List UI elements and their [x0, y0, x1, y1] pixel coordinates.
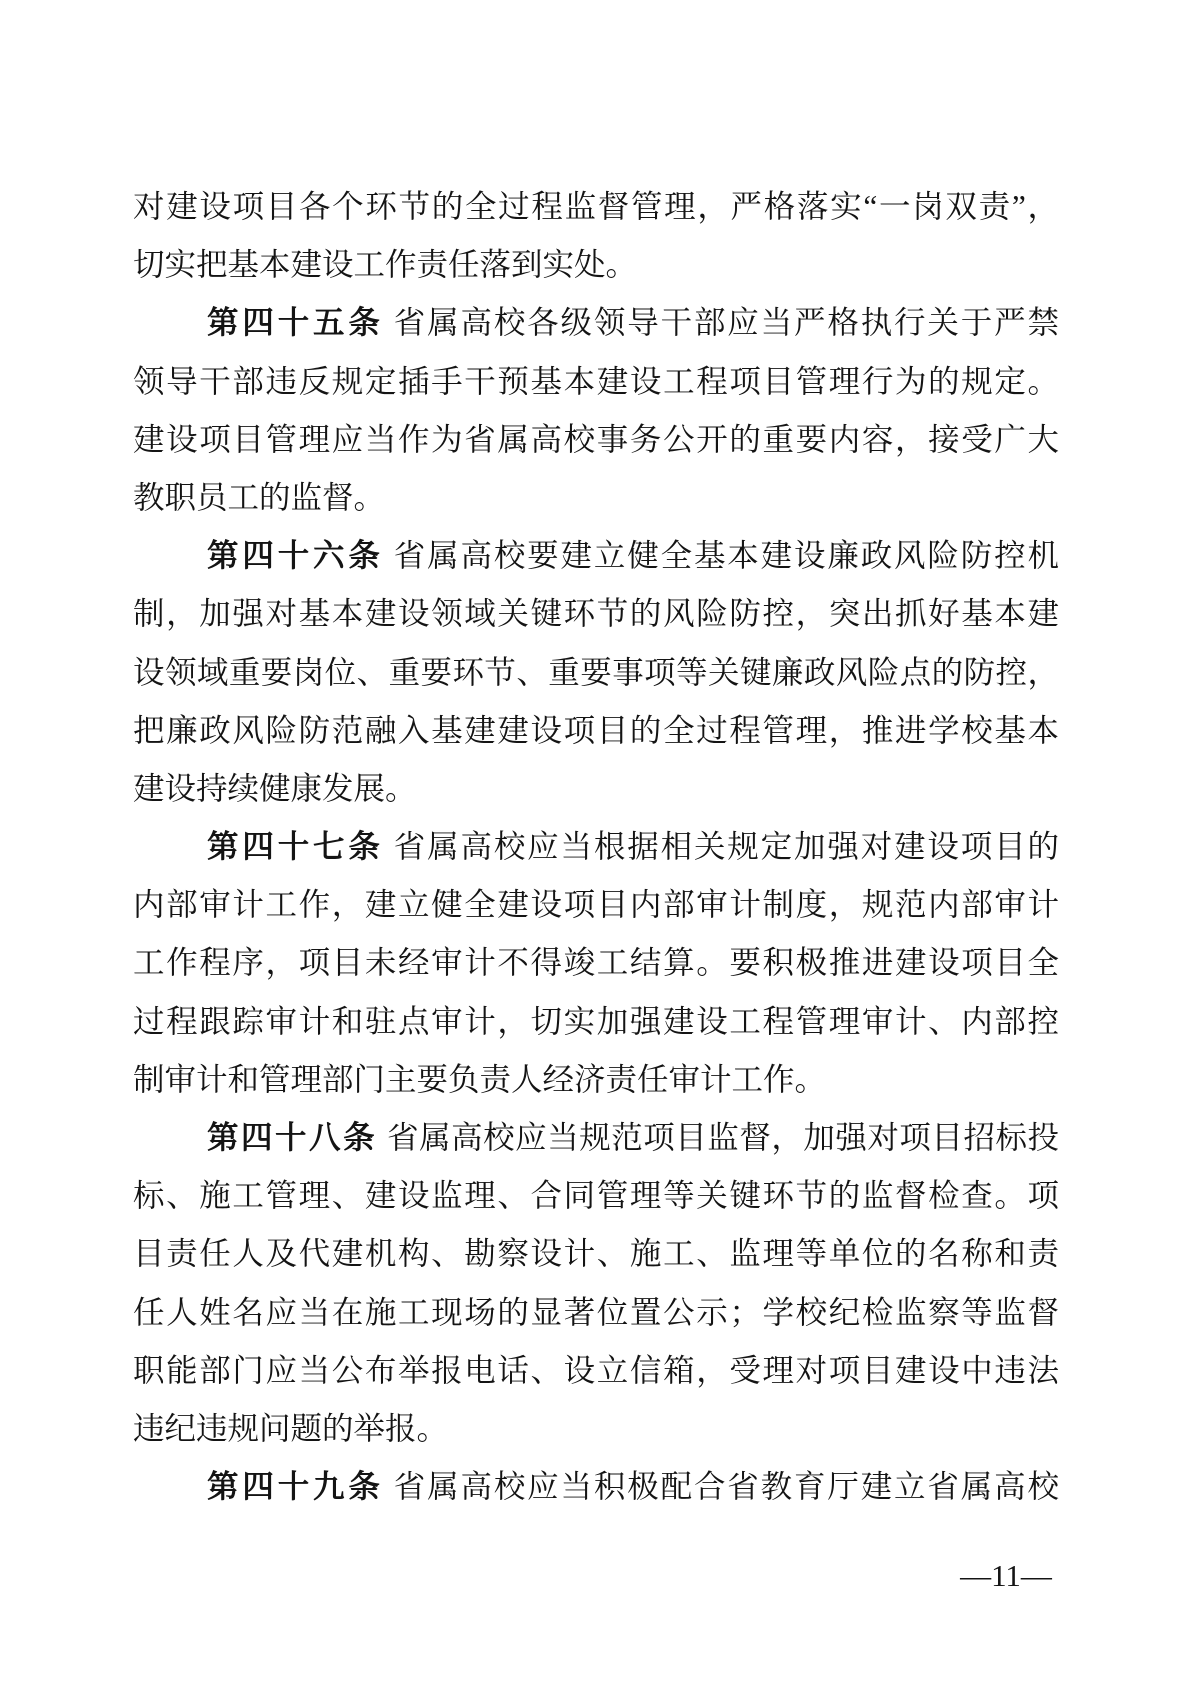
text-line [133, 527, 1059, 585]
line-text: 省属高校应当根据相关规定加强对建设项目的 [393, 829, 1059, 865]
line-text: 制审计和管理部门主要负责人经济责任审计工作。 [133, 1061, 827, 1097]
text-line [133, 1400, 1059, 1458]
text-line [133, 469, 1059, 527]
text-line [133, 934, 1059, 992]
line-text: 省属高校应当规范项目监督，加强对项目招标投 [387, 1120, 1059, 1155]
article-number: 第四十九条 [207, 1469, 384, 1505]
text-line [133, 1284, 1059, 1342]
article-number: 第四十五条 [207, 305, 384, 341]
line-text: 把廉政风险防范融入基建建设项目的全过程管理，推进学校基本 [133, 712, 1059, 748]
line-text: 教职员工的监督。 [133, 479, 386, 515]
line-text: 过程跟踪审计和驻点审计，切实加强建设工程管理审计、内部控 [133, 1003, 1059, 1039]
article-number: 第四十七条 [207, 829, 384, 865]
text-line [133, 760, 1059, 818]
text-line [133, 1342, 1059, 1400]
text-line [133, 294, 1059, 352]
text-line [133, 411, 1059, 469]
line-text: 省属高校各级领导干部应当严格执行关于严禁 [393, 305, 1059, 341]
line-text: 标、施工管理、建设监理、合同管理等关键环节的监督检查。项 [133, 1178, 1059, 1214]
line-text: 对建设项目各个环节的全过程监督管理，严格落实“一岗双责”， [133, 189, 1059, 224]
text-line [133, 1109, 1059, 1167]
line-text: 工作程序，项目未经审计不得竣工结算。要积极推进建设项目全 [133, 945, 1059, 981]
line-text: 切实把基本建设工作责任落到实处。 [133, 247, 638, 283]
text-line [133, 1167, 1059, 1225]
line-text: 内部审计工作，建立健全建设项目内部审计制度，规范内部审计 [133, 887, 1059, 923]
line-text: 违纪违规问题的举报。 [133, 1410, 449, 1446]
line-text: 任人姓名应当在施工现场的显著位置公示；学校纪检监察等监督 [133, 1294, 1059, 1330]
text-line [133, 178, 1059, 236]
line-text: 职能部门应当公布举报电话、设立信箱，受理对项目建设中违法 [133, 1352, 1059, 1388]
line-text: 制，加强对基本建设领域关键环节的风险防控，突出抓好基本建 [133, 596, 1059, 632]
text-line [133, 1051, 1059, 1109]
text-line [133, 993, 1059, 1051]
text-line [133, 353, 1059, 411]
article-number: 第四十八条 [207, 1120, 378, 1155]
text-line [133, 818, 1059, 876]
line-text: 设领域重要岗位、重要环节、重要事项等关键廉政风险点的防控， [133, 654, 1059, 690]
line-text: 建设持续健康发展。 [133, 770, 417, 806]
text-line [133, 1458, 1059, 1516]
line-text: 省属高校要建立健全基本建设廉政风险防控机 [393, 538, 1059, 574]
line-text: 省属高校应当积极配合省教育厅建立省属高校 [393, 1469, 1059, 1505]
page-number: —11— [960, 1558, 1052, 1593]
text-line [133, 1225, 1059, 1283]
text-line [133, 702, 1059, 760]
document-body [133, 178, 1059, 1516]
article-number: 第四十六条 [207, 538, 384, 574]
line-text: 领导干部违反规定插手干预基本建设工程项目管理行为的规定。 [133, 363, 1059, 399]
text-line [133, 644, 1059, 702]
text-line [133, 236, 1059, 294]
line-text: 目责任人及代建机构、勘察设计、施工、监理等单位的名称和责 [133, 1236, 1059, 1272]
text-line [133, 876, 1059, 934]
text-line [133, 585, 1059, 643]
line-text: 建设项目管理应当作为省属高校事务公开的重要内容，接受广大 [133, 421, 1059, 457]
